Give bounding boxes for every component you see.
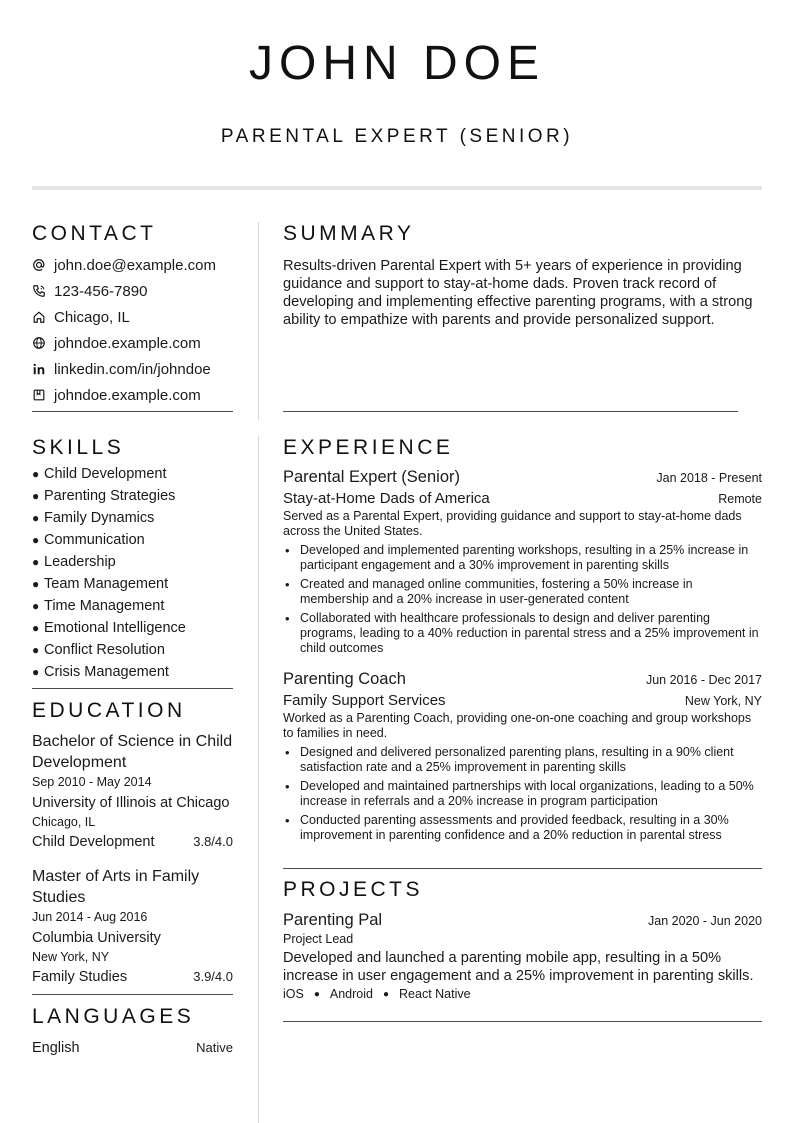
skills-heading: SKILLS: [32, 436, 125, 459]
skill-item: ● Leadership: [32, 554, 116, 570]
experience-heading: EXPERIENCE: [283, 436, 454, 459]
education-entry: [32, 866, 233, 988]
projects-section: [283, 878, 762, 1001]
skill-item: ● Child Development: [32, 466, 167, 482]
gpa: 3.8/4.0: [193, 834, 233, 849]
degree-name: Bachelor of Science in Child Development: [32, 733, 233, 771]
skill-item: ● Time Management: [32, 598, 165, 614]
achievement-item: • Designed and delivered personalized parenting plans, resulting in a 90% client satisfaction rate and a 25% improvement in parenting skills: [283, 745, 762, 775]
contact-email[interactable]: [32, 252, 233, 278]
achievement-item: • Developed and maintained partnerships with local organizations, leading to a 50% increase in referrals and a 20% increase in program participation: [283, 779, 762, 809]
achievement-item: • Collaborated with healthcare professionals to design and deliver parenting programs, leading to a 40% reduction in parental stress and a 25% improvement in child outcomes: [283, 611, 762, 656]
degree-dates: Sep 2010 - May 2014: [32, 775, 152, 789]
languages-section: [32, 1005, 233, 1056]
job-achievements: [283, 543, 762, 656]
job-description: Worked as a Parenting Coach, providing one-on-one coaching and group workshops to families in need.: [283, 711, 752, 740]
home-icon: [32, 310, 54, 324]
bookmark-icon: [32, 388, 54, 402]
project-dates: Jan 2020 - Jun 2020: [648, 914, 762, 928]
school-location: New York, NY: [32, 950, 110, 964]
school-location: Chicago, IL: [32, 815, 96, 829]
summary-text: Results-driven Parental Expert with 5+ years of experience in providing guidance and support to stay-at-home dads. Proven track record of developing and implementing effective parenting programs, with a strong ability to empathize with parents and provide personalized support.: [283, 258, 753, 328]
skills-section: [32, 436, 233, 689]
job-dates: Jun 2016 - Dec 2017: [645, 673, 762, 687]
education-entry: [32, 731, 233, 853]
contact-section: [32, 222, 233, 412]
phone-icon: [32, 284, 54, 298]
gpa: 3.9/4.0: [193, 969, 233, 984]
column-divider-bottom: [258, 436, 259, 1123]
contact-portfolio-text: johndoe.example.com: [54, 386, 201, 404]
education-section: [32, 699, 233, 995]
left-column: [32, 222, 233, 1056]
achievement-item: • Developed and implemented parenting workshops, resulting in a 25% increase in participant engagement and a 30% improvement in parenting skills: [283, 543, 762, 573]
tag: iOS: [283, 987, 304, 1001]
contact-location-text: Chicago, IL: [54, 308, 130, 326]
contact-phone-text: 123-456-7890: [54, 282, 148, 300]
field-of-study: Family Studies 3.9/4.0: [32, 966, 233, 988]
contact-linkedin-text: linkedin.com/in/johndoe: [54, 360, 211, 378]
linkedin-icon: [32, 362, 54, 376]
field-of-study: Child Development 3.8/4.0: [32, 831, 233, 853]
projects-heading: PROJECTS: [283, 878, 424, 901]
project-tags: iOS ● Android ● React Native: [283, 987, 471, 1001]
at-icon: [32, 258, 54, 272]
skill-item: ● Emotional Intelligence: [32, 620, 186, 636]
job-title: Parenting Coach: [283, 670, 406, 688]
languages-heading: LANGUAGES: [32, 1005, 195, 1028]
candidate-name: JOHN DOE: [248, 37, 545, 90]
job-organization: Family Support Services: [283, 692, 446, 709]
job-description: Served as a Parental Expert, providing guidance and support to stay-at-home dads across the United States.: [283, 509, 742, 538]
experience-section: [283, 436, 762, 843]
tag: Android: [329, 987, 373, 1001]
experience-divider: [283, 868, 762, 869]
contact-website[interactable]: [32, 330, 233, 356]
job-achievements: [283, 745, 762, 843]
job-location: Remote: [718, 492, 762, 506]
tag: React Native: [399, 987, 471, 1001]
language-item: English Native: [32, 1040, 233, 1056]
degree-dates: Jun 2014 - Aug 2016: [32, 910, 148, 924]
projects-divider: [283, 1021, 762, 1022]
project-role: Project Lead: [283, 932, 354, 946]
contact-location: [32, 304, 233, 330]
job-organization: Stay-at-Home Dads of America: [283, 490, 490, 507]
skill-item: ● Crisis Management: [32, 664, 169, 680]
contact-phone[interactable]: [32, 278, 233, 304]
job-entry: [283, 670, 762, 843]
project-entry: [283, 911, 762, 1001]
column-divider-top: [258, 222, 259, 420]
school-name: Columbia University: [32, 930, 161, 946]
job-dates: Jan 2018 - Present: [656, 471, 762, 485]
summary-divider: [283, 411, 738, 412]
project-name: Parenting Pal: [283, 911, 383, 929]
skill-item: ● Communication: [32, 532, 145, 548]
contact-linkedin[interactable]: [32, 356, 233, 382]
contact-website-text: johndoe.example.com: [54, 334, 201, 352]
job-entry: [283, 468, 762, 656]
summary-section: [283, 222, 762, 329]
achievement-item: • Conducted parenting assessments and provided feedback, resulting in a 30% improvement in parenting confidence and a 20% reduction in parental stress: [283, 813, 762, 843]
skill-item: ● Family Dynamics: [32, 510, 155, 526]
language-level: Native: [196, 1040, 233, 1055]
skill-item: ● Team Management: [32, 576, 169, 592]
contact-portfolio[interactable]: [32, 382, 233, 408]
skill-item: ● Conflict Resolution: [32, 642, 165, 658]
job-title: Parental Expert (Senior): [283, 468, 460, 486]
header-divider: [32, 186, 762, 190]
project-description: Developed and launched a parenting mobile app, resulting in a 50% increase in user engagement and a 25% improvement in parenting skills.: [283, 950, 754, 984]
summary-heading: SUMMARY: [283, 222, 415, 245]
skill-item: ● Parenting Strategies: [32, 488, 176, 504]
job-location: New York, NY: [684, 694, 762, 708]
school-name: University of Illinois at Chicago: [32, 795, 230, 811]
degree-name: Master of Arts in Family Studies: [32, 868, 200, 906]
job-title-header: PARENTAL EXPERT (SENIOR): [220, 126, 574, 147]
education-heading: EDUCATION: [32, 699, 186, 722]
contact-email-text: john.doe@example.com: [54, 256, 216, 274]
contact-heading: CONTACT: [32, 222, 157, 245]
achievement-item: • Created and managed online communities, fostering a 50% increase in membership and a 20% increase in user-generated content: [283, 577, 762, 607]
globe-icon: [32, 336, 54, 350]
